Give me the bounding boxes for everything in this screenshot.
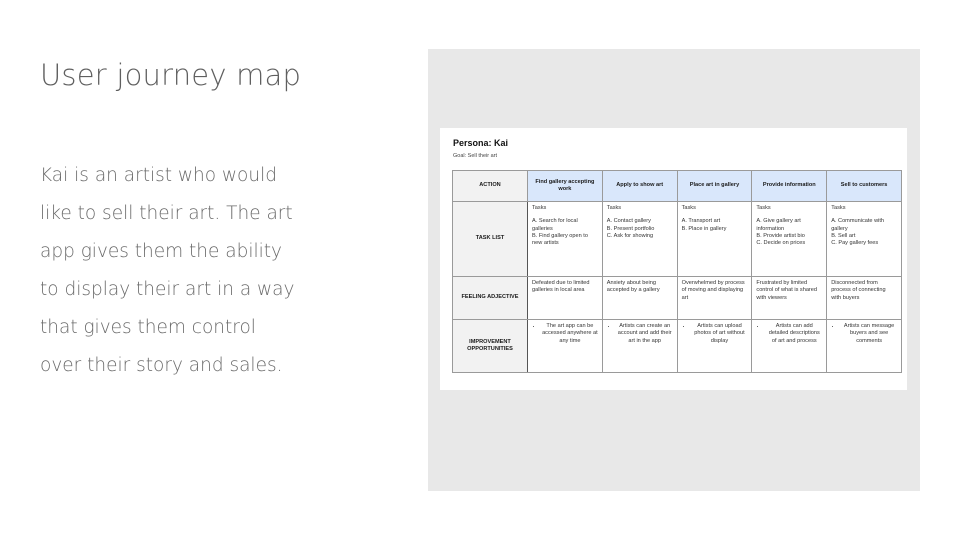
body-line: to display their art in a way <box>40 279 295 300</box>
body-line: app gives them the ability <box>40 241 282 262</box>
improvement-item: • Artists can create an account and add their art in the app <box>617 323 673 345</box>
body-text <box>40 157 410 385</box>
task-item: C. Ask for showing <box>606 232 654 239</box>
task-item: B. Find gallery open to new artists <box>532 232 588 247</box>
improvement-item: • The art app can be accessed anywhere at any time <box>542 323 598 345</box>
task-item: C. Pay gallery fees <box>831 240 879 247</box>
body-line: Kai is an artist who would <box>40 165 277 186</box>
improvement-cell <box>677 320 752 373</box>
task-item: A. Transport art <box>681 218 721 225</box>
task-cell <box>827 202 902 277</box>
tasks-label: Tasks <box>681 205 696 211</box>
persona-goal: Goal: Sell their art <box>453 153 498 159</box>
stage-action: Find gallery accepting work <box>528 171 603 202</box>
task-item: B. Place in gallery <box>681 225 727 232</box>
body-line: over their story and sales. <box>40 355 283 376</box>
body-line: that gives them control <box>40 317 256 338</box>
feeling-cell: Disconnected from process of connecting with buyers <box>827 277 902 320</box>
improvement-row <box>453 320 902 373</box>
row-header-tasks: TASK LIST <box>453 202 528 277</box>
row-header-action: ACTION <box>453 171 528 202</box>
task-row <box>453 202 902 277</box>
journey-map-image <box>440 128 907 390</box>
task-cell <box>677 202 752 277</box>
task-item: B. Provide artist bio <box>756 232 805 239</box>
improvement-cell <box>602 320 677 373</box>
feeling-cell: Defeated due to limited galleries in local area <box>528 277 603 320</box>
tasks-label: Tasks <box>606 205 622 211</box>
improvement-cell <box>528 320 603 373</box>
row-header-feeling: FEELING ADJECTIVE <box>453 277 528 320</box>
improvement-item: • Artists can upload photos of art without display <box>692 323 748 345</box>
task-item: C. Decide on prices <box>756 240 806 247</box>
task-cell <box>602 202 677 277</box>
stage-action: Sell to customers <box>827 171 902 202</box>
improvement-cell <box>827 320 902 373</box>
body-line: like to sell their art. The art <box>40 203 293 224</box>
feeling-cell: Anxiety about being accepted by a gallery <box>602 277 677 320</box>
feeling-cell: Frustrated by limited control of what is shared with viewers <box>752 277 827 320</box>
slide-title: User journey map <box>40 58 302 92</box>
tasks-label: Tasks <box>756 205 771 211</box>
action-row <box>453 171 902 202</box>
tasks-label: Tasks <box>831 205 846 211</box>
row-header-improvement: IMPROVEMENT OPPORTUNITIES <box>453 320 528 373</box>
stage-action: Place art in gallery <box>677 171 752 202</box>
task-item: B. Present portfolio <box>606 225 655 232</box>
improvement-item: • Artists can message buyers and see comments <box>841 323 897 345</box>
persona-title: Persona: Kai <box>453 138 509 148</box>
task-item: A. Search for local galleries <box>532 218 578 232</box>
feeling-cell: Overwhelmed by process of moving and displaying art <box>677 277 752 320</box>
journey-table <box>452 170 902 373</box>
task-item: A. Communicate with gallery <box>831 218 885 232</box>
feeling-row <box>453 277 902 320</box>
improvement-item: • Artists can add detailed descriptions of art and process <box>766 323 822 345</box>
task-item: A. Contact gallery <box>606 218 651 225</box>
task-cell <box>528 202 603 277</box>
task-cell <box>752 202 827 277</box>
task-item: A. Give gallery art information <box>756 218 801 232</box>
stage-action: Apply to show art <box>602 171 677 202</box>
stage-action: Provide information <box>752 171 827 202</box>
task-item: B. Sell art <box>831 232 856 239</box>
tasks-label: Tasks <box>532 205 547 211</box>
improvement-cell <box>752 320 827 373</box>
